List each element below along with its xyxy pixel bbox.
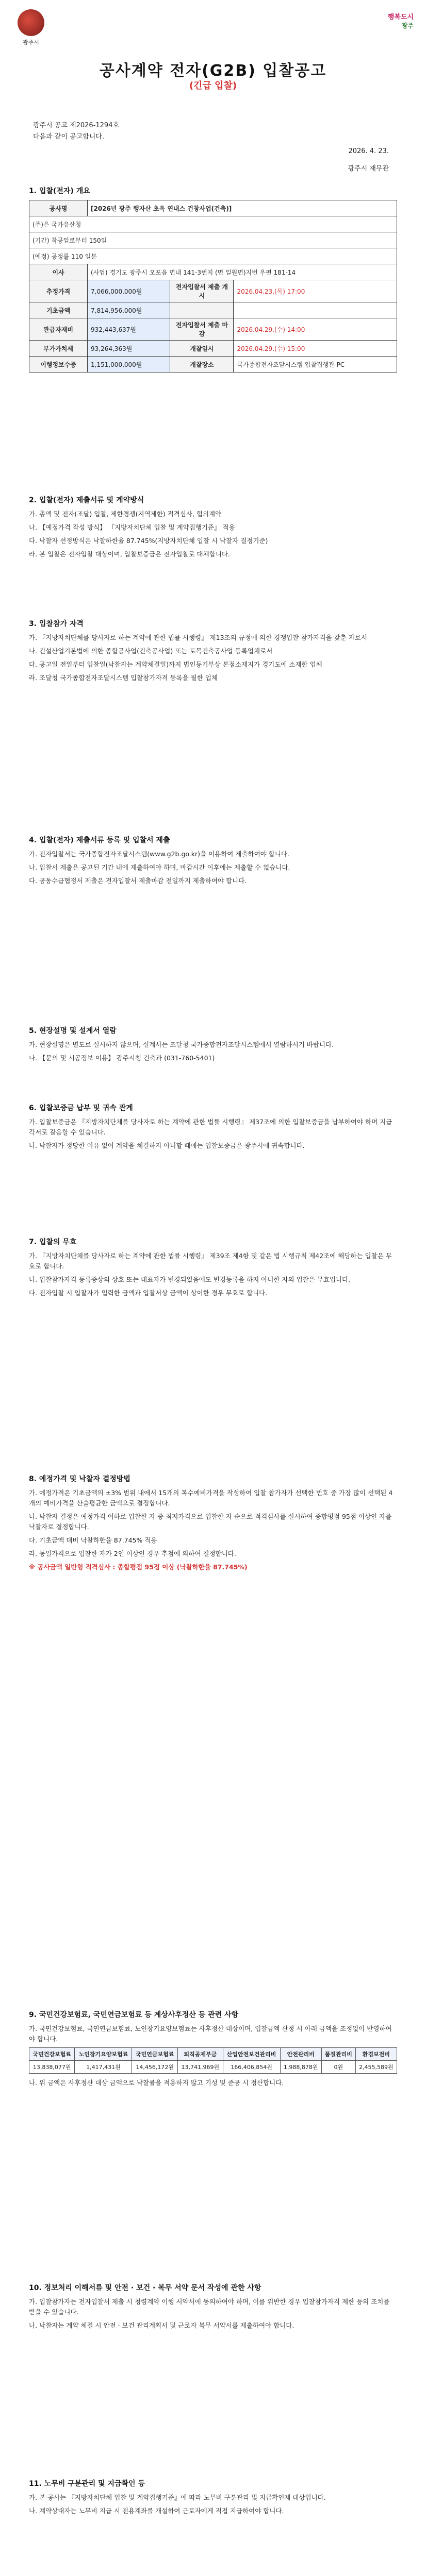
city-logo-caption: 광주시 [23,39,39,46]
slogan-line2: 광주 [401,22,414,29]
paragraph: 가. 현장설명은 별도로 실시하지 않으며, 설계서는 조달청 국가종합전자조달시스템에서 열람하시기 바랍니다. [29,1041,334,1048]
paragraph: 나. 계약상대자는 노무비 지급 시 전용계좌를 개설하여 근로자에게 직접 지급하여야 합니다. [29,2507,284,2515]
value: 7,814,956,000원 [88,302,170,318]
paragraph: 라. 조달청 국가종합전자조달시스템 입찰참가자격 등록을 필한 업체 [29,674,218,682]
paragraph: 가. 전자입찰서는 국가종합전자조달시스템(www.g2b.go.kr)을 이용하여 제출하여야 합니다. [29,850,289,858]
cell: 1,988,878원 [280,2061,321,2074]
paragraph: 가. 본 공사는 『지방자치단체 입찰 및 계약집행기준』에 따라 노무비 구분관리 및 지급확인제 대상입니다. [29,2494,326,2501]
col-header: 국민건강보험료 [29,2048,75,2061]
section-labor-cost [29,2478,397,2519]
notice-intro: 다음과 같이 공고합니다. [33,133,104,141]
value: 국가종합전자조달시스템 입찰집행관 PC [234,357,397,372]
section-heading: 1. 입찰(전자) 개요 [29,187,90,195]
cell: 13,741,969원 [177,2061,223,2074]
city-emblem-icon [18,9,44,36]
paragraph: 가. 총액 및 전자(조달) 입찰, 제한경쟁(지역제한) 적격심사, 협의계약 [29,510,222,518]
col-header: 국민연금보험료 [132,2048,177,2061]
paragraph: 나. 낙찰자 결정은 예정가격 이하로 입찰한 자 중 최저가격으로 입찰한 자 순으로 적격심사를 실시하여 종합평점 95점 이상인 자를 낙찰자로 결정합니다. [29,1513,392,1531]
slogan-line1: 행복도시 [387,13,414,21]
label: 추정가격 [29,280,88,302]
col-header: 퇴직공제부금 [177,2048,223,2061]
section-site-briefing [29,1025,397,1066]
paragraph: 나. 【문의 및 시공정보 이용】 광주시청 건축과 (031-760-5401) [29,1054,215,1062]
paragraph: 다. 공고일 전일부터 입찰일(낙찰자는 계약체결일)까지 법인등기부상 본점소재지가 경기도에 소재한 업체 [29,660,322,668]
section-method [29,495,397,563]
col-header: 환경보전비 [355,2048,397,2061]
section-submission [29,835,397,889]
paragraph: 나. 낙찰자가 정당한 이유 없이 계약을 체결하지 아니할 때에는 입찰보증금은 광주시에 귀속합니다. [29,1142,305,1149]
paragraph: 라. 동일가격으로 입찰한 자가 2인 이상인 경우 추첨에 의하여 결정합니다. [29,1550,236,1557]
section-invalid-bids [29,1236,397,1301]
paragraph: 가. 입찰보증금은 『지방자치단체를 당사자로 하는 계약에 관한 법률 시행령』 제37조에 의한 입찰보증금을 납부하여야 하며 지급각서로 갈음할 수 있습니다. [29,1118,392,1136]
location: (사업) 경기도 광주시 오포읍 면내 141-3번지 (면 일원면)지번 우편 181-14 [88,264,397,280]
label: 이사 [29,264,88,280]
value: 932,443,637원 [88,318,170,341]
section-heading: 6. 입찰보증금 납부 및 귀속 관계 [29,1104,133,1112]
row-text: (기간) 착공일로부터 150일 [29,232,397,248]
paragraph: 가. 『지방자치단체를 당사자로 하는 계약에 관한 법률 시행령』 제39조 제4항 및 같은 법 시행규칙 제42조에 해당하는 입찰은 무효로 합니다. [29,1252,392,1270]
paragraph: 가. 『지방자치단체를 당사자로 하는 계약에 관한 법률 시행령』 제13조의 규정에 의한 경쟁입찰 참가자격을 갖춘 자로서 [29,634,367,641]
value: 2026.04.23.(목) 17:00 [234,280,397,302]
label: 기초금액 [29,302,88,318]
cell: 1,417,431원 [75,2061,132,2074]
project-name: [2026년 광주 행자산 초옥 연내스 건창사업(건축)] [88,200,397,216]
overview-table [29,200,397,372]
cell: 0원 [321,2061,355,2074]
section-pledge [29,2282,397,2334]
paragraph: 다. 공동수급협정서 제출은 전자입찰서 제출마감 전일까지 제출하여야 합니다. [29,877,247,885]
col-header: 안전관리비 [280,2048,321,2061]
label: 개찰장소 [170,357,234,372]
paragraph: 나. 건설산업기본법에 의한 종합공사업(건축공사업) 또는 토목건축공사업 등록업체로서 [29,647,273,655]
value: 7,066,000,000원 [88,280,170,302]
slogan-logo [352,11,414,30]
document-title: 공사계약 전자(G2B) 입찰공고 [99,62,327,80]
section-bid-bond [29,1103,397,1154]
value: 1,151,000,000원 [88,357,170,372]
section-insurance [29,2009,397,2091]
label: 전자입찰서 제출 마감 [170,318,234,341]
cell: 13,838,077원 [29,2061,75,2074]
label: 공사명 [29,200,88,216]
paragraph: 가. 국민건강보험료, 국민연금보험료, 노인장기요양보험료는 사후정산 대상이며, 입찰금액 산정 시 아래 금액을 조정없이 반영하여야 합니다. [29,2025,392,2043]
notice-date: 2026. 4. 23. [348,147,389,155]
paragraph: 가. 예정가격은 기초금액의 ±3% 범위 내에서 15개의 복수예비가격을 작성하여 입찰 참가자가 선택한 번호 중 가장 많이 선택된 4개의 예비가격을 산술평균한 금액으로 결정합니다. [29,1489,393,1507]
paragraph: 라. 본 입찰은 전자입찰 대상이며, 입찰보증금은 전자입찰로 대체합니다. [29,550,230,558]
label: 개찰일시 [170,341,234,357]
cell: 14,456,172원 [132,2061,177,2074]
label: 이행정보수증 [29,357,88,372]
section-heading: 11. 노무비 구분관리 및 지급확인 등 [29,2480,145,2488]
highlight-note: ※ 공사금액 일반형 적격심사 : 종합평점 95점 이상 (낙찰하한율 87.745%) [29,1563,248,1571]
paragraph: 나. 낙찰자는 계약 체결 시 안전 · 보건 관리계획서 및 근로자 복무 서약서를 제출하여야 합니다. [29,2321,294,2329]
paragraph: 다. 낙찰자 선정방식은 낙찰하한율 87.745%(지방자치단체 입찰 시 낙찰자 결정기준) [29,537,268,545]
paragraph: 나. 입찰서 제출은 공고된 기간 내에 제출하여야 하며, 마감시간 이후에는 제출할 수 없습니다. [29,863,290,871]
paragraph: 다. 기초금액 대비 낙찰하한율 87.745% 적용 [29,1536,157,1544]
section-award [29,1473,397,1575]
label: 전자입찰서 제출 개시 [170,280,234,302]
city-logo [15,9,46,50]
section-heading: 8. 예정가격 및 낙찰자 결정방법 [29,1475,130,1483]
label: 부가가치세 [29,341,88,357]
row-text: (주)은 국가유산청 [29,216,397,232]
value: 2026.04.29.(수) 14:00 [234,318,397,341]
section-heading: 9. 국민건강보험료, 국민연금보험료 등 계상사후정산 등 관련 사항 [29,2011,239,2019]
paragraph: 다. 전자입찰 시 입찰자가 입력한 금액과 입찰서상 금액이 상이한 경우 무효로 합니다. [29,1289,268,1297]
col-header: 산업안전보건관리비 [223,2048,280,2061]
paragraph: 나. 입찰참가자격 등록증상의 상호 또는 대표자가 변경되었음에도 변경등록을 하지 아니한 자의 입찰은 무효입니다. [29,1276,351,1283]
section-heading: 5. 현장설명 및 설계서 열람 [29,1027,117,1035]
paragraph: 가. 입찰참가자는 전자입찰서 제출 시 청렴계약 이행 서약서에 동의하여야 하며, 이를 위반한 경우 입찰참가자격 제한 등의 조치를 받을 수 있습니다. [29,2298,390,2316]
row-text: (예정) 공정률 110 일분 [29,248,397,264]
value: 93,264,363원 [88,341,170,357]
col-header: 노인장기요양보험료 [75,2048,132,2061]
cell: 166,406,854원 [223,2061,280,2074]
paragraph: 나. 【예정가격 작성 방식】 『지방자치단체 입찰 및 계약집행기준』 적용 [29,523,235,531]
section-overview [29,185,397,372]
label: 관급자재비 [29,318,88,341]
section-eligibility [29,618,397,686]
cell: 2,455,589원 [355,2061,397,2074]
paragraph: 나. 위 금액은 사후정산 대상 금액으로 낙찰률을 적용하지 않고 기성 및 준공 시 정산합니다. [29,2079,284,2087]
insurance-table [29,2047,397,2074]
document-header [0,0,426,113]
section-heading: 7. 입찰의 무효 [29,1238,77,1246]
section-heading: 10. 정보처리 이해서류 및 안전 · 보건 · 복무 서약 문서 작성에 관한 사항 [29,2284,261,2292]
section-heading: 2. 입찰(전자) 제출서류 및 계약방식 [29,496,144,504]
col-header: 품질관리비 [321,2048,355,2061]
notice-number: 광주시 공고 제2026-1294호 [33,122,120,129]
section-heading: 4. 입찰(전자) 제출서류 등록 및 입찰서 제출 [29,836,170,844]
section-heading: 3. 입찰참가 자격 [29,620,84,628]
notice-org: 광주시 재무관 [348,165,389,173]
value: 2026.04.29.(수) 15:00 [234,341,397,357]
document-subtitle: (긴급 입찰) [189,80,237,91]
